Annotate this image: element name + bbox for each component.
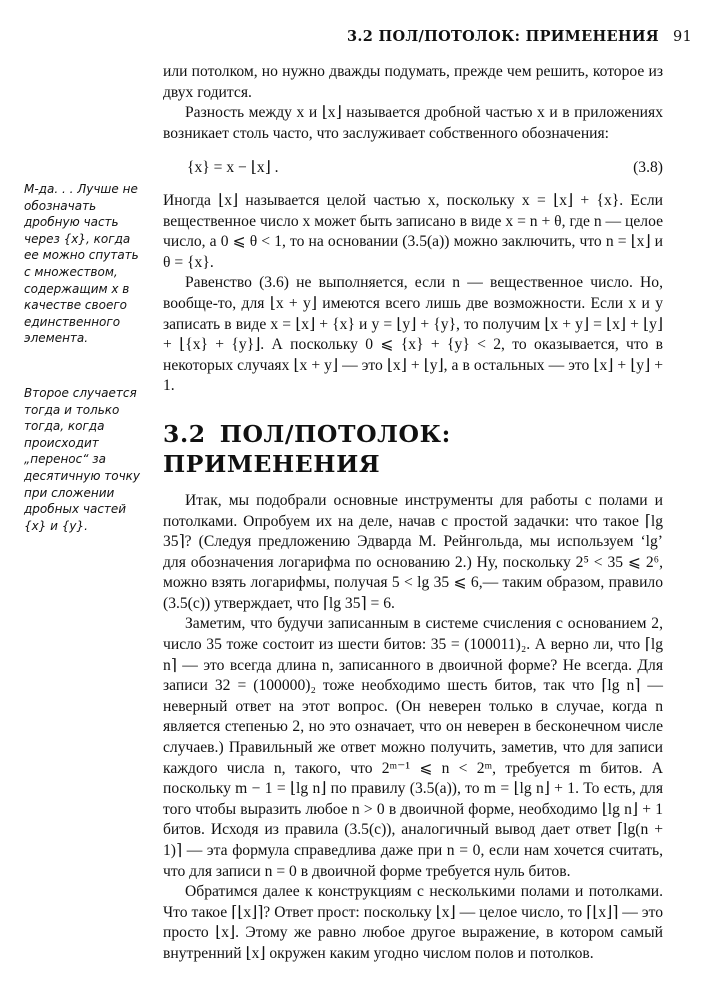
paragraph-5: Итак, мы подобрали основные инструменты для работы с полами и потолками. Опробуем их на деле, начав с простой задачки: что такое ⌈lg 35⌉? (Следуя предложению Эдварда М. Рейнгольда, мы используем ‘lg’ для обозначения логарифма по основанию 2.) Ну, поскольку 2⁵ < 35 ⩽ 2⁶, можно взять логарифмы, получая 5 < lg 35 ⩽ 6,— таким образом, правило (3.5(c)) утверждает, что ⌈lg 35⌉ = 6.: [163, 491, 663, 612]
paragraph-7: Обратимся далее к конструкциям с несколькими полами и потолками. Что такое ⌈⌊x⌋⌉? Ответ прост: поскольку ⌊x⌋ — целое число, то ⌈⌊x⌋⌉ — это просто ⌊x⌋. Этому же равно любое другое выражение, в котором самый внутренний ⌊x⌋ окружен каким угодно числом полов и потолков.: [163, 883, 663, 962]
paragraph-3: Иногда ⌊x⌋ называется целой частью x, поскольку x = ⌊x⌋ + {x}. Если вещественное число x может быть записано в виде x = n + θ, где n — целое число, а 0 ⩽ θ < 1, то на основании (3.5(a)) можно заключить, что n = ⌊x⌋ и θ = {x}.: [163, 191, 663, 271]
page-number: 91: [672, 29, 692, 45]
paragraph-1: или потолком, но нужно дважды подумать, прежде чем решить, которое из двух годится.: [163, 63, 663, 101]
paragraph-4: Равенство (3.6) не выполняется, если n — вещественное число. Но, вообще-то, для ⌊x + y⌋ имеются всего лишь две возможности. Если x и y записать в виде x = ⌊x⌋ + {x} и y = ⌊y⌋ + {y}, то получим ⌊x + y⌋ = ⌊x⌋ + ⌊y⌋ + ⌊{x} + {y}⌋. А поскольку 0 ⩽ {x} + {y} < 2, то оказывается, что в некоторых случаях ⌊x + y⌋ — это ⌊x⌋ + ⌊y⌋, а в остальных — это ⌊x⌋ + ⌊y⌋ + 1.: [163, 274, 663, 395]
paragraph-6: Заметим, что будучи записанным в системе счисления с основанием 2, число 35 тоже состоит из шести битов: 35 = (100011)₂. А верно ли, что ⌈lg n⌉ — это всегда длина n, записанного в двоичной форме? Не всегда. Для записи 32 = (100000)₂ тоже необходимо шесть битов, так что ⌈lg n⌉ — неверный ответ на этот вопрос. (Он неверен только в случае, когда n является степенью 2, но это означает, что он неверен в бесконечном числе случаев.) Правильный же ответ можно получить, заметив, что для записи каждого числа n, такого, что 2ᵐ⁻¹ ⩽ n < 2ᵐ, требуется m битов. А поскольку m − 1 = ⌊lg n⌋ по правилу (3.5(a)), то m = ⌊lg n⌋ + 1. То есть, для того чтобы выразить любое n > 0 в двоичной форме, необходимо ⌊lg n⌋ + 1 битов. Исходя из правила (3.5(c)), аналогичный вывод дает ответ ⌈lg(n + 1)⌉ — эта формула справедлива даже при n = 0, если нам хочется считать, что для записи n = 0 в двоичной форме требуется нуль битов.: [163, 615, 663, 880]
running-header: [162, 28, 692, 45]
section-title: ПОЛ/ПОТОЛОК: ПРИМЕНЕНИЯ: [163, 419, 451, 478]
running-header-title: 3.2 ПОЛ/ПОТОЛОК: ПРИМЕНЕНИЯ: [346, 28, 659, 45]
section-heading: [163, 419, 663, 479]
main-text-column: [163, 62, 663, 965]
formula-number: (3.8): [633, 159, 663, 177]
section-number: 3.2: [163, 419, 206, 448]
margin-note-carry: Второе случается тогда и только тогда, когда происходит „перенос“ за десятичную точку при сложении дробных частей {x} и {y}.: [24, 386, 141, 533]
display-formula-3-8: [163, 158, 663, 179]
formula-expression: {x} = x − ⌊x⌋ .: [187, 159, 279, 177]
paragraph-2: Разность между x и ⌊x⌋ называется дробной частью x и в приложениях возникает столь часто, что заслуживает собственного обозначения:: [163, 104, 663, 142]
margin-note-fractional-part: М-да. . . Лучше не обозначать дробную часть через {x}, когда ее можно спутать с множеством, содержащим x в качестве своего единственного элемента.: [24, 182, 139, 346]
